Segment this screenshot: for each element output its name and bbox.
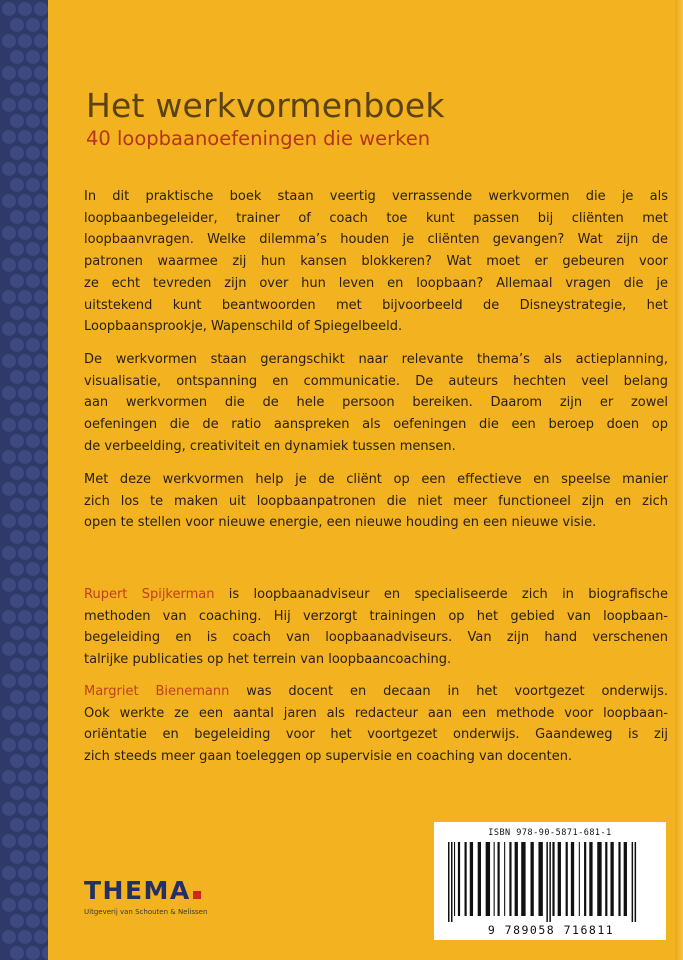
barcode-bar <box>597 842 601 916</box>
spine-dot <box>18 418 32 432</box>
spine-dot <box>10 18 24 32</box>
spine-dot <box>34 258 48 272</box>
spine-dot <box>42 626 48 640</box>
text-line: Ook werkte ze een aantal jaren als redacteur aan een methode voor loopbaan- <box>84 705 668 721</box>
spine-dot <box>10 82 24 96</box>
spine-dot <box>42 530 48 544</box>
author-name: Margriet Bienemann <box>84 684 230 699</box>
spine-dot <box>2 866 16 880</box>
spine-dot <box>18 354 32 368</box>
spine-dot <box>2 258 16 272</box>
spine-dot <box>2 610 16 624</box>
spine-dot <box>42 370 48 384</box>
spine-dot <box>42 434 48 448</box>
spine-dot <box>26 18 40 32</box>
isbn-label: ISBN 978-90-5871-681-1 <box>488 828 612 838</box>
spine-dot <box>18 514 32 528</box>
spine-dot <box>10 882 24 896</box>
spine-dot <box>34 322 48 336</box>
text-line: open te stellen voor nieuwe energie, een nieuwe houding en een nieuwe visie. <box>84 515 597 531</box>
spine-dot <box>42 50 48 64</box>
spine-dot <box>10 242 24 256</box>
spine-dot <box>2 514 16 528</box>
spine-dot <box>10 754 24 768</box>
spine-dot <box>26 786 40 800</box>
text-line: oefeningen die de ratio aanspreken als oefeningen die een beroep doen op <box>84 417 668 433</box>
barcode-bars <box>446 842 656 922</box>
text-line: talrijke publicaties op het terrein van loopbaancoaching. <box>84 652 452 668</box>
barcode-bar <box>521 842 525 916</box>
text-line: De werkvormen staan gerangschikt naar relevante thema’s als actieplanning, <box>84 352 668 367</box>
spine-dot <box>2 930 16 944</box>
text-line: zich steeds meer gaan toeleggen op supervisie en coaching van docenten. <box>84 749 573 765</box>
spine-dot <box>18 610 32 624</box>
spine-dot <box>10 498 24 512</box>
barcode-bar <box>498 842 500 916</box>
spine-dot <box>10 722 24 736</box>
spine-dot <box>26 690 40 704</box>
spine-dot <box>18 450 32 464</box>
barcode-bar <box>448 842 450 922</box>
spine-dot <box>10 626 24 640</box>
spine-dot <box>2 898 16 912</box>
barcode-bar <box>470 842 473 916</box>
spine-dot <box>26 82 40 96</box>
spine-dot <box>18 802 32 816</box>
barcode-bar <box>635 842 637 922</box>
spine-dot <box>26 338 40 352</box>
spine-dot <box>10 466 24 480</box>
author-bio-1 <box>84 584 668 671</box>
spine-dot <box>26 498 40 512</box>
text-line: Margriet Bienemann was docent en decaan in het voortgezet onderwijs. <box>84 684 669 699</box>
spine-dot <box>26 210 40 224</box>
spine-dot <box>18 482 32 496</box>
barcode-bar <box>624 842 627 916</box>
text-line: uitstekend kunt beantwoorden met bijvoorbeeld de Disneystrategie, het <box>84 297 668 313</box>
spine-dot <box>42 402 48 416</box>
book-title: Het werkvormenboek <box>86 86 445 125</box>
spine-dot <box>34 802 48 816</box>
spine-dot <box>26 754 40 768</box>
barcode-bar <box>465 842 467 916</box>
blurb-paragraph-3 <box>84 469 668 534</box>
spine-dot <box>2 450 16 464</box>
spine-dot <box>42 594 48 608</box>
spine-dot <box>26 530 40 544</box>
spine-dot <box>42 306 48 320</box>
barcode-bar <box>538 842 542 916</box>
spine-dot <box>42 82 48 96</box>
spine-dot <box>2 354 16 368</box>
barcode-bar <box>549 842 551 922</box>
spine-dot <box>2 98 16 112</box>
spine-dot <box>34 354 48 368</box>
spine-dot <box>34 226 48 240</box>
spine-dot <box>34 834 48 848</box>
text-line: ze echt tevreden zijn over hun leven en loopbaan? Allemaal vragen die je <box>84 275 668 291</box>
author-bio-2 <box>84 681 668 768</box>
spine-dot <box>10 370 24 384</box>
text-line: begeleiding en is coach van loopbaanadviseurs. Van zijn hand verschenen <box>84 630 668 646</box>
spine-dot <box>2 482 16 496</box>
spine-dot <box>34 514 48 528</box>
text-line: zich los te maken uit loopbaanpatronen die niet meer functioneel zijn en zich <box>84 493 668 509</box>
barcode-bar <box>618 842 620 916</box>
publisher-name: Uitgeverij van Schouten & Nelissen <box>84 908 208 916</box>
spine-dot <box>34 386 48 400</box>
author-name: Rupert Spijkerman <box>84 587 215 602</box>
spine-dot <box>2 386 16 400</box>
spine-dot <box>26 114 40 128</box>
spine-dot <box>26 466 40 480</box>
barcode <box>434 822 666 940</box>
spine-dot <box>42 818 48 832</box>
spine-dot <box>18 578 32 592</box>
spine-dot <box>42 178 48 192</box>
spine-dot <box>2 34 16 48</box>
barcode-bar <box>605 842 607 916</box>
spine-dot <box>26 882 40 896</box>
spine-dot <box>34 34 48 48</box>
barcode-bar <box>632 842 634 922</box>
spine-dot <box>10 562 24 576</box>
spine-dot <box>18 770 32 784</box>
spine-dot <box>26 434 40 448</box>
spine-dot <box>10 818 24 832</box>
spine-dot <box>2 66 16 80</box>
barcode-bar <box>589 842 592 916</box>
spine-dot <box>2 226 16 240</box>
spine-dot <box>18 386 32 400</box>
spine-dot <box>18 66 32 80</box>
text-line: loopbaanbegeleider, trainer of coach toe kunt passen bij cliënten met <box>84 210 668 226</box>
spine-dot <box>34 130 48 144</box>
spine-dot <box>2 770 16 784</box>
spine-dot <box>42 914 48 928</box>
text-line: methoden van coaching. Hij verzorgt trainingen op het gebied van loopbaan- <box>84 608 668 624</box>
logo-dot-icon <box>193 891 201 899</box>
spine-dot <box>2 706 16 720</box>
spine-dot <box>42 210 48 224</box>
spine-dot <box>18 898 32 912</box>
spine-dot <box>2 322 16 336</box>
spine-dot <box>34 98 48 112</box>
spine-dot <box>10 306 24 320</box>
spine-dot <box>34 546 48 560</box>
spine-dot <box>18 258 32 272</box>
spine-dot <box>42 466 48 480</box>
spine-dot <box>2 130 16 144</box>
barcode-bar <box>451 842 453 922</box>
spine-dot <box>10 210 24 224</box>
barcode-bar <box>531 842 534 916</box>
spine-dot <box>10 658 24 672</box>
spine-dot <box>42 850 48 864</box>
text-line: loopbaanvragen. Welke dilemma’s houden je cliënten gevangen? Wat zijn de <box>84 232 668 248</box>
spine-dot <box>18 2 32 16</box>
spine-dot <box>34 738 48 752</box>
spine-dot <box>2 738 16 752</box>
spine-dot <box>18 546 32 560</box>
spine-dot <box>34 706 48 720</box>
spine-dot <box>18 866 32 880</box>
spine-dot <box>42 722 48 736</box>
spine-dot <box>26 850 40 864</box>
spine-pattern <box>0 0 48 960</box>
text-line: patronen waarmee zij hun kansen blokkeren? Wat moet er gebeuren voor <box>84 254 668 270</box>
spine-dot <box>2 194 16 208</box>
spine-dot <box>26 626 40 640</box>
spine-dot <box>18 674 32 688</box>
spine-dot <box>10 594 24 608</box>
barcode-digits: 9 789058 716811 <box>487 923 615 937</box>
spine-dot <box>18 162 32 176</box>
cover-edge <box>675 0 683 960</box>
spine-dot <box>18 226 32 240</box>
spine-dot <box>26 946 40 960</box>
spine-dot <box>26 658 40 672</box>
barcode-bar <box>566 842 568 916</box>
spine-dot <box>26 370 40 384</box>
spine-dot <box>26 818 40 832</box>
spine-dot <box>42 882 48 896</box>
spine-dot <box>34 578 48 592</box>
spine-dot <box>10 402 24 416</box>
spine-dot <box>2 834 16 848</box>
spine-dot <box>34 770 48 784</box>
spine-dot <box>2 418 16 432</box>
spine-dot <box>26 594 40 608</box>
text-line: oriëntatie en begeleiding voor het voortgezet onderwijs. Gaandeweg is zij <box>84 727 668 743</box>
spine-dot <box>34 898 48 912</box>
text-line: Met deze werkvormen help je de cliënt op een effectieve en speelse manier <box>84 472 668 487</box>
text-line: Rupert Spijkerman is loopbaanadviseur en specialiseerde zich in biografische <box>84 587 668 602</box>
barcode-bar <box>579 842 580 916</box>
spine-dot <box>18 930 32 944</box>
spine-dot <box>10 786 24 800</box>
spine-dot <box>2 2 16 16</box>
spine-dot <box>42 274 48 288</box>
spine-dot <box>18 738 32 752</box>
spine-dot <box>34 450 48 464</box>
barcode-bar <box>610 842 613 916</box>
spine-dot <box>34 674 48 688</box>
spine-dot <box>26 242 40 256</box>
spine-dot <box>26 178 40 192</box>
barcode-bar <box>546 842 548 922</box>
spine-dot <box>10 946 24 960</box>
spine-dot <box>18 98 32 112</box>
spine-dot <box>42 754 48 768</box>
spine-dot <box>42 146 48 160</box>
text-line: visualisatie, ontspanning en communicatie. De auteurs hechten veel belang <box>84 373 668 389</box>
spine-dot <box>18 34 32 48</box>
spine-dot <box>34 610 48 624</box>
spine-dot <box>26 402 40 416</box>
barcode-bar <box>584 842 586 916</box>
spine-dot <box>34 2 48 16</box>
spine-dot <box>34 930 48 944</box>
spine-dot <box>26 914 40 928</box>
spine-dot <box>2 290 16 304</box>
logo-text: THEMA <box>84 876 191 905</box>
spine-dot <box>18 706 32 720</box>
spine-dot <box>42 690 48 704</box>
spine-dot <box>34 162 48 176</box>
spine-dot <box>34 290 48 304</box>
spine-dot <box>42 18 48 32</box>
barcode-bar <box>509 842 511 916</box>
spine-dot <box>2 642 16 656</box>
spine-dot <box>26 306 40 320</box>
spine-dot <box>34 642 48 656</box>
spine-dot <box>10 146 24 160</box>
spine-dot <box>42 562 48 576</box>
spine-dot <box>10 50 24 64</box>
barcode-bar <box>494 842 495 916</box>
barcode-bar <box>552 842 554 916</box>
spine-dot <box>10 434 24 448</box>
spine-dot <box>10 850 24 864</box>
spine-dot <box>34 66 48 80</box>
spine-dot <box>2 802 16 816</box>
spine-dot <box>2 578 16 592</box>
spine-dot <box>10 338 24 352</box>
spine-dot <box>26 562 40 576</box>
spine-dot <box>42 338 48 352</box>
blurb-paragraph-2 <box>84 349 668 458</box>
spine-dot <box>10 114 24 128</box>
spine-dot <box>34 482 48 496</box>
spine-dot <box>26 722 40 736</box>
spine-dot <box>42 658 48 672</box>
spine-dot <box>18 194 32 208</box>
spine-dot <box>10 178 24 192</box>
publisher-logo <box>84 876 201 905</box>
barcode-bar <box>558 842 561 916</box>
spine-dot <box>18 322 32 336</box>
spine-dot <box>26 274 40 288</box>
spine-dot <box>18 834 32 848</box>
text-line: In dit praktische boek staan veertig verrassende werkvormen die je als <box>84 189 668 204</box>
spine-dot <box>2 546 16 560</box>
barcode-bar <box>571 842 574 916</box>
barcode-bar <box>458 842 460 916</box>
book-subtitle: 40 loopbaanoefeningen die werken <box>86 127 431 150</box>
text-line: de verbeelding, creativiteit en dynamiek tussen mensen. <box>84 438 456 454</box>
spine-dot <box>18 642 32 656</box>
blurb-paragraph-1 <box>84 186 668 338</box>
text-line: Loopbaansprookje, Wapenschild of Spiegelbeeld. <box>84 319 403 335</box>
spine-dot <box>2 162 16 176</box>
barcode-bar <box>478 842 481 916</box>
spine-dot <box>10 914 24 928</box>
spine-dot <box>42 242 48 256</box>
spine-dot <box>34 418 48 432</box>
spine-dot <box>42 114 48 128</box>
spine-dot <box>10 274 24 288</box>
spine-dot <box>42 946 48 960</box>
spine-dot <box>26 50 40 64</box>
spine-dot <box>34 194 48 208</box>
spine-dot <box>42 786 48 800</box>
barcode-bar <box>486 842 490 916</box>
spine-dot <box>18 290 32 304</box>
spine-dot <box>42 498 48 512</box>
spine-dot <box>10 690 24 704</box>
barcode-bar <box>504 842 505 916</box>
barcode-bar <box>454 842 455 916</box>
spine-dot <box>10 530 24 544</box>
spine-dot <box>18 130 32 144</box>
text-line: aan werkvormen die de hele persoon bereiken. Daarom zijn er zowel <box>84 395 668 411</box>
spine-dot <box>34 866 48 880</box>
spine-dot <box>2 674 16 688</box>
barcode-bar <box>515 842 518 916</box>
spine-dot <box>26 146 40 160</box>
